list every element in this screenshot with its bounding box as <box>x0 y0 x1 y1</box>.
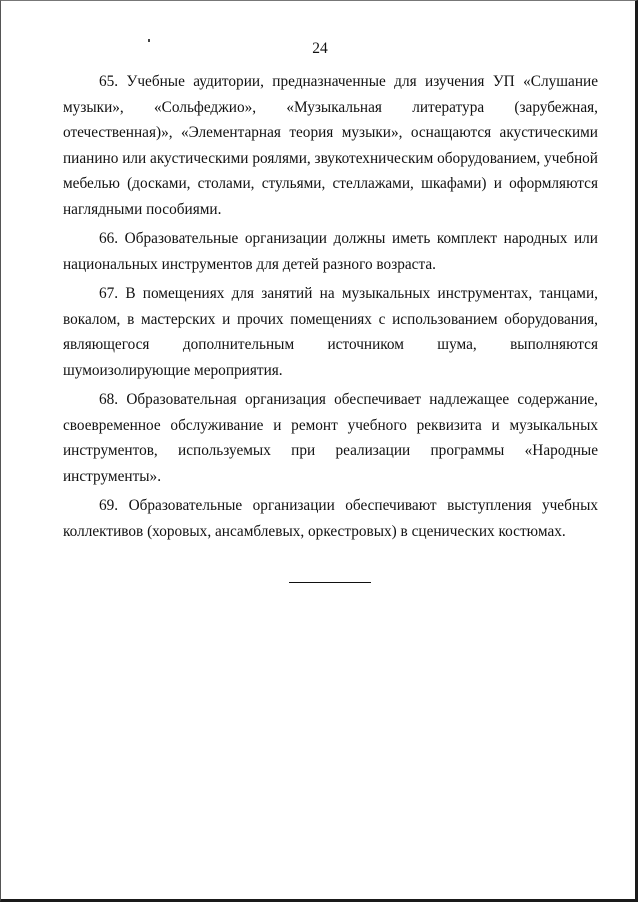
paragraph-67: 67. В помещениях для занятий на музыкальных инструментах, танцами, вокалом, в мастерских и прочих помещениях с использованием оборудования, являющегося дополнительным источником шума, выполняются шумоизолирующие мероприятия. <box>63 285 598 379</box>
paragraph-68: 68. Образовательная организация обеспечивает надлежащее содержание, своевременное обслуживание и ремонт учебного реквизита и музыкальных инструментов, используемых при реализации программы «Народные инструменты». <box>63 391 598 485</box>
paragraph-66: 66. Образовательные организации должны иметь комплект народных или национальных инструментов для детей разного возраста. <box>63 230 598 273</box>
paragraph-69: 69. Образовательные организации обеспечивают выступления учебных коллективов (хоровых, ансамблевых, оркестровых) в сценических костюмах. <box>63 497 598 540</box>
page-number: 24 <box>312 40 328 57</box>
document-body <box>63 69 598 548</box>
end-divider <box>289 582 371 583</box>
paragraph-65: 65. Учебные аудитории, предназначенные для изучения УП «Слушание музыки», «Сольфеджио», «Музыкальная литература (зарубежная, отечественная)», «Элементарная теория музыки», оснащаются акустическими пианино или акустическими роялями, звукотехническим оборудованием, учебной мебелью (досками, столами, стульями, стеллажами, шкафами) и оформляются наглядными пособиями. <box>63 73 598 218</box>
